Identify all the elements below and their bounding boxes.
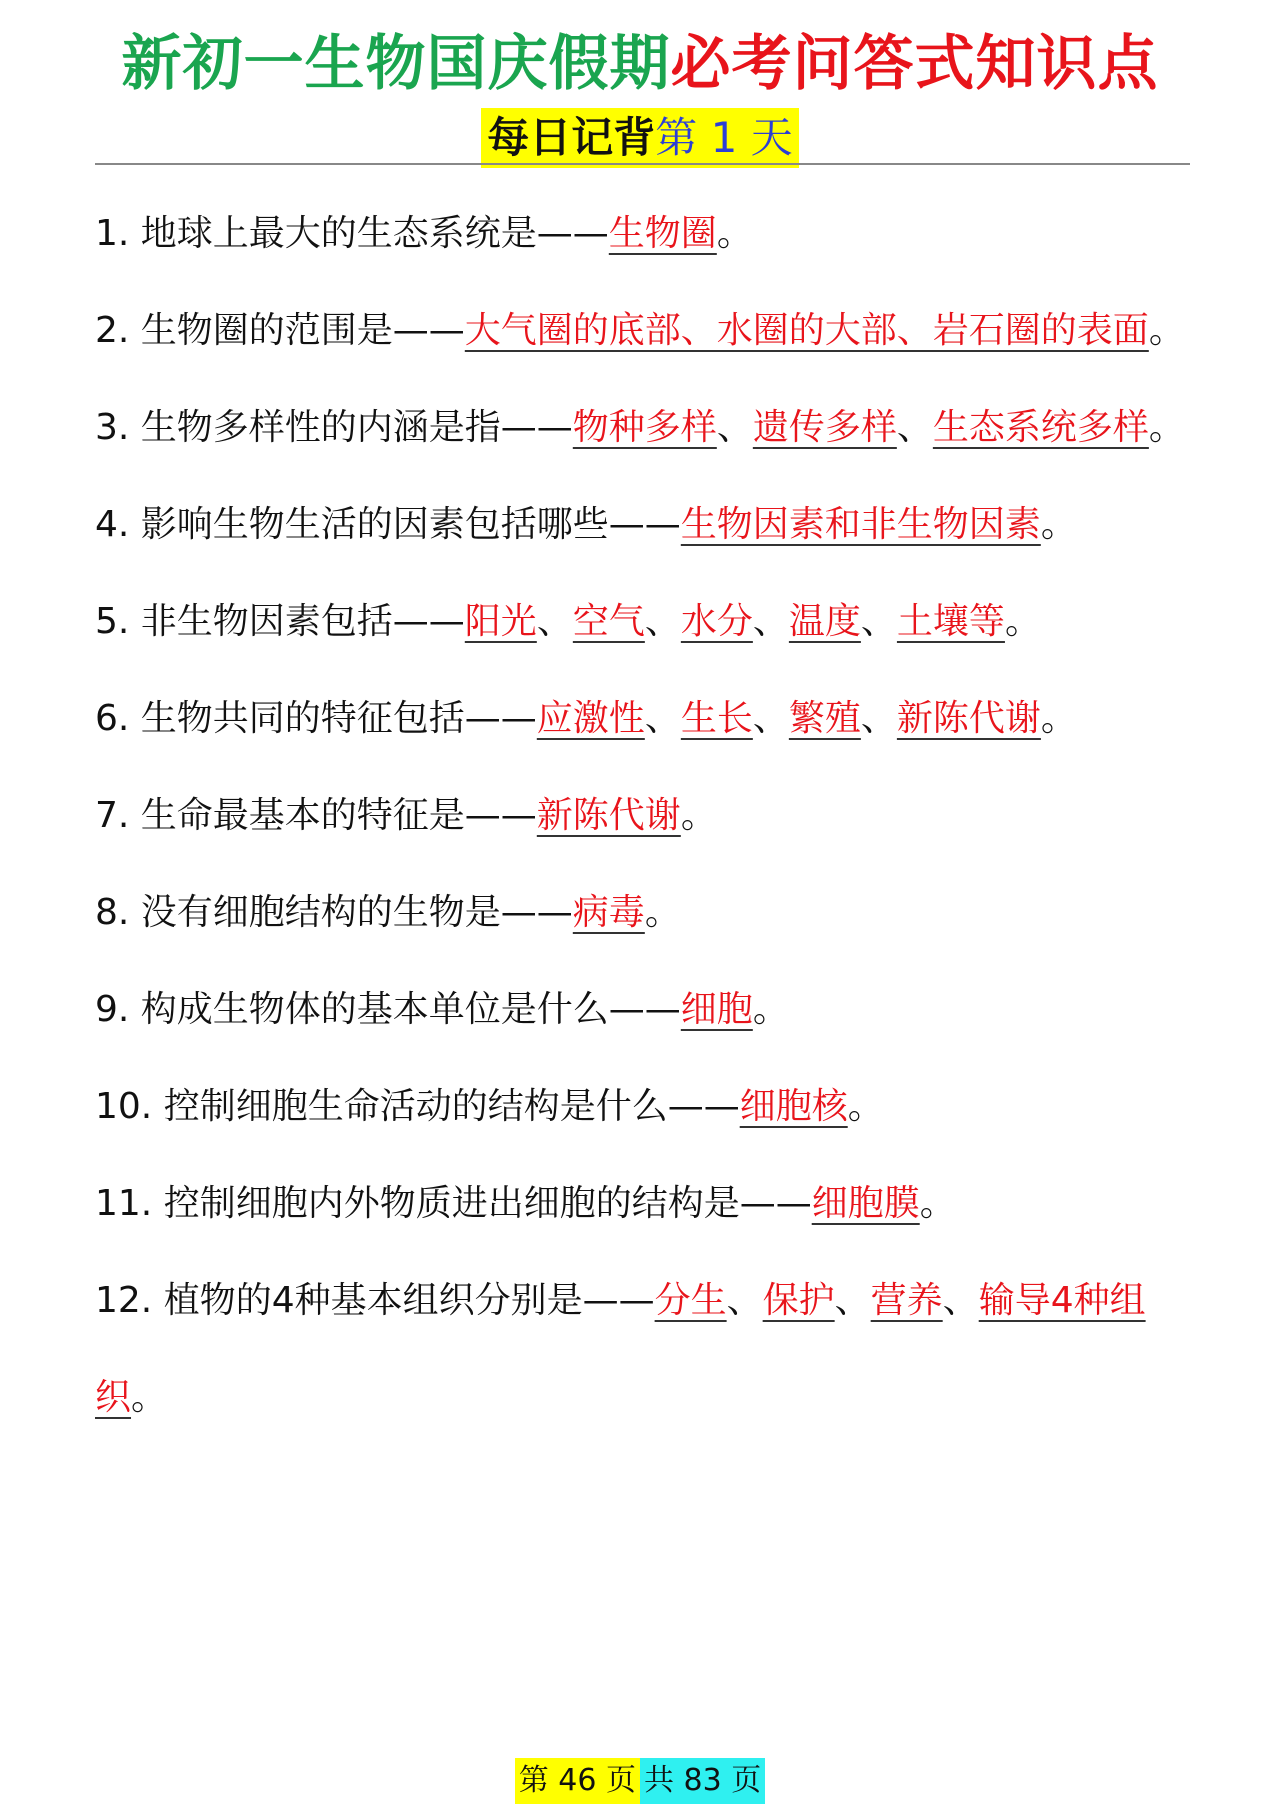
question-text: 2. 生物圈的范围是—— <box>95 310 465 351</box>
page-title <box>0 22 1280 106</box>
question-list <box>95 185 1190 1446</box>
subtitle-day-part: 第 1 天 <box>655 113 793 162</box>
answer-text: 应激性 <box>536 698 645 739</box>
end-punctuation: 。 <box>847 1086 884 1127</box>
end-punctuation: 。 <box>680 795 717 836</box>
end-punctuation: 。 <box>644 892 681 933</box>
separator: 、 <box>726 1280 763 1321</box>
end-punctuation: 。 <box>919 1183 956 1224</box>
question-item <box>95 1155 1190 1252</box>
question-item <box>95 282 1190 379</box>
separator: 、 <box>942 1280 979 1321</box>
question-item <box>95 1058 1190 1155</box>
page-footer <box>0 1758 1280 1804</box>
answer-text: 生物因素和非生物因素 <box>680 504 1041 545</box>
question-item <box>95 379 1190 476</box>
end-punctuation: 。 <box>1040 698 1077 739</box>
question-item <box>95 864 1190 961</box>
answer-text: 细胞核 <box>739 1086 848 1127</box>
separator: 、 <box>860 601 897 642</box>
page-number: 第 46 页 <box>515 1758 640 1804</box>
subtitle-wrap <box>0 108 1280 168</box>
question-item <box>95 670 1190 767</box>
answer-text: 新陈代谢 <box>896 698 1041 739</box>
question-text: 4. 影响生物生活的因素包括哪些—— <box>95 504 681 545</box>
answer-text: 细胞 <box>680 989 753 1030</box>
answer-text: 新陈代谢 <box>536 795 681 836</box>
separator: 、 <box>752 601 789 642</box>
answer-text: 生态系统多样 <box>932 407 1149 448</box>
end-punctuation: 。 <box>1148 407 1185 448</box>
title-green-part: 新初一生物国庆假期 <box>121 29 671 99</box>
question-text: 8. 没有细胞结构的生物是—— <box>95 892 573 933</box>
title-red-part: 必考问答式知识点 <box>670 29 1159 99</box>
answer-text: 水分 <box>680 601 753 642</box>
question-text: 6. 生物共同的特征包括—— <box>95 698 537 739</box>
page-subtitle <box>481 108 798 168</box>
end-punctuation: 。 <box>716 213 753 254</box>
separator: 、 <box>860 698 897 739</box>
subtitle-black-part: 每日记背 <box>487 113 656 162</box>
end-punctuation: 。 <box>131 1377 168 1418</box>
question-text: 10. 控制细胞生命活动的结构是什么—— <box>95 1086 740 1127</box>
header-divider <box>95 163 1190 165</box>
question-text: 9. 构成生物体的基本单位是什么—— <box>95 989 681 1030</box>
answer-text: 空气 <box>572 601 645 642</box>
separator: 、 <box>644 698 681 739</box>
answer-text: 分生 <box>654 1280 727 1321</box>
question-text: 11. 控制细胞内外物质进出细胞的结构是—— <box>95 1183 812 1224</box>
question-text: 1. 地球上最大的生态系统是—— <box>95 213 609 254</box>
answer-text: 阳光 <box>464 601 537 642</box>
answer-text: 输导4种组织 <box>95 1280 1146 1418</box>
question-text: 7. 生命最基本的特征是—— <box>95 795 537 836</box>
answer-text: 遗传多样 <box>752 407 897 448</box>
separator: 、 <box>834 1280 871 1321</box>
answer-text: 保护 <box>762 1280 835 1321</box>
end-punctuation: 。 <box>1148 310 1185 351</box>
separator: 、 <box>752 698 789 739</box>
question-text: 12. 植物的4种基本组织分别是—— <box>95 1280 655 1321</box>
answer-text: 土壤等 <box>896 601 1005 642</box>
answer-text: 繁殖 <box>788 698 861 739</box>
end-punctuation: 。 <box>1004 601 1041 642</box>
answer-text: 大气圈的底部、水圈的大部、岩石圈的表面 <box>464 310 1149 351</box>
answer-text: 温度 <box>788 601 861 642</box>
page-header <box>0 22 1280 168</box>
question-text: 3. 生物多样性的内涵是指—— <box>95 407 573 448</box>
answer-text: 生物圈 <box>608 213 717 254</box>
answer-text: 生长 <box>680 698 753 739</box>
end-punctuation: 。 <box>1040 504 1077 545</box>
separator: 、 <box>536 601 573 642</box>
question-text: 5. 非生物因素包括—— <box>95 601 465 642</box>
answer-text: 病毒 <box>572 892 645 933</box>
question-item <box>95 573 1190 670</box>
page-total: 共 83 页 <box>640 1758 765 1804</box>
question-item <box>95 767 1190 864</box>
answer-text: 物种多样 <box>572 407 717 448</box>
question-item <box>95 476 1190 573</box>
question-item <box>95 1252 1190 1446</box>
separator: 、 <box>644 601 681 642</box>
answer-text: 营养 <box>870 1280 943 1321</box>
answer-text: 细胞膜 <box>811 1183 920 1224</box>
question-item <box>95 961 1190 1058</box>
question-item <box>95 185 1190 282</box>
separator: 、 <box>896 407 933 448</box>
separator: 、 <box>716 407 753 448</box>
end-punctuation: 。 <box>752 989 789 1030</box>
